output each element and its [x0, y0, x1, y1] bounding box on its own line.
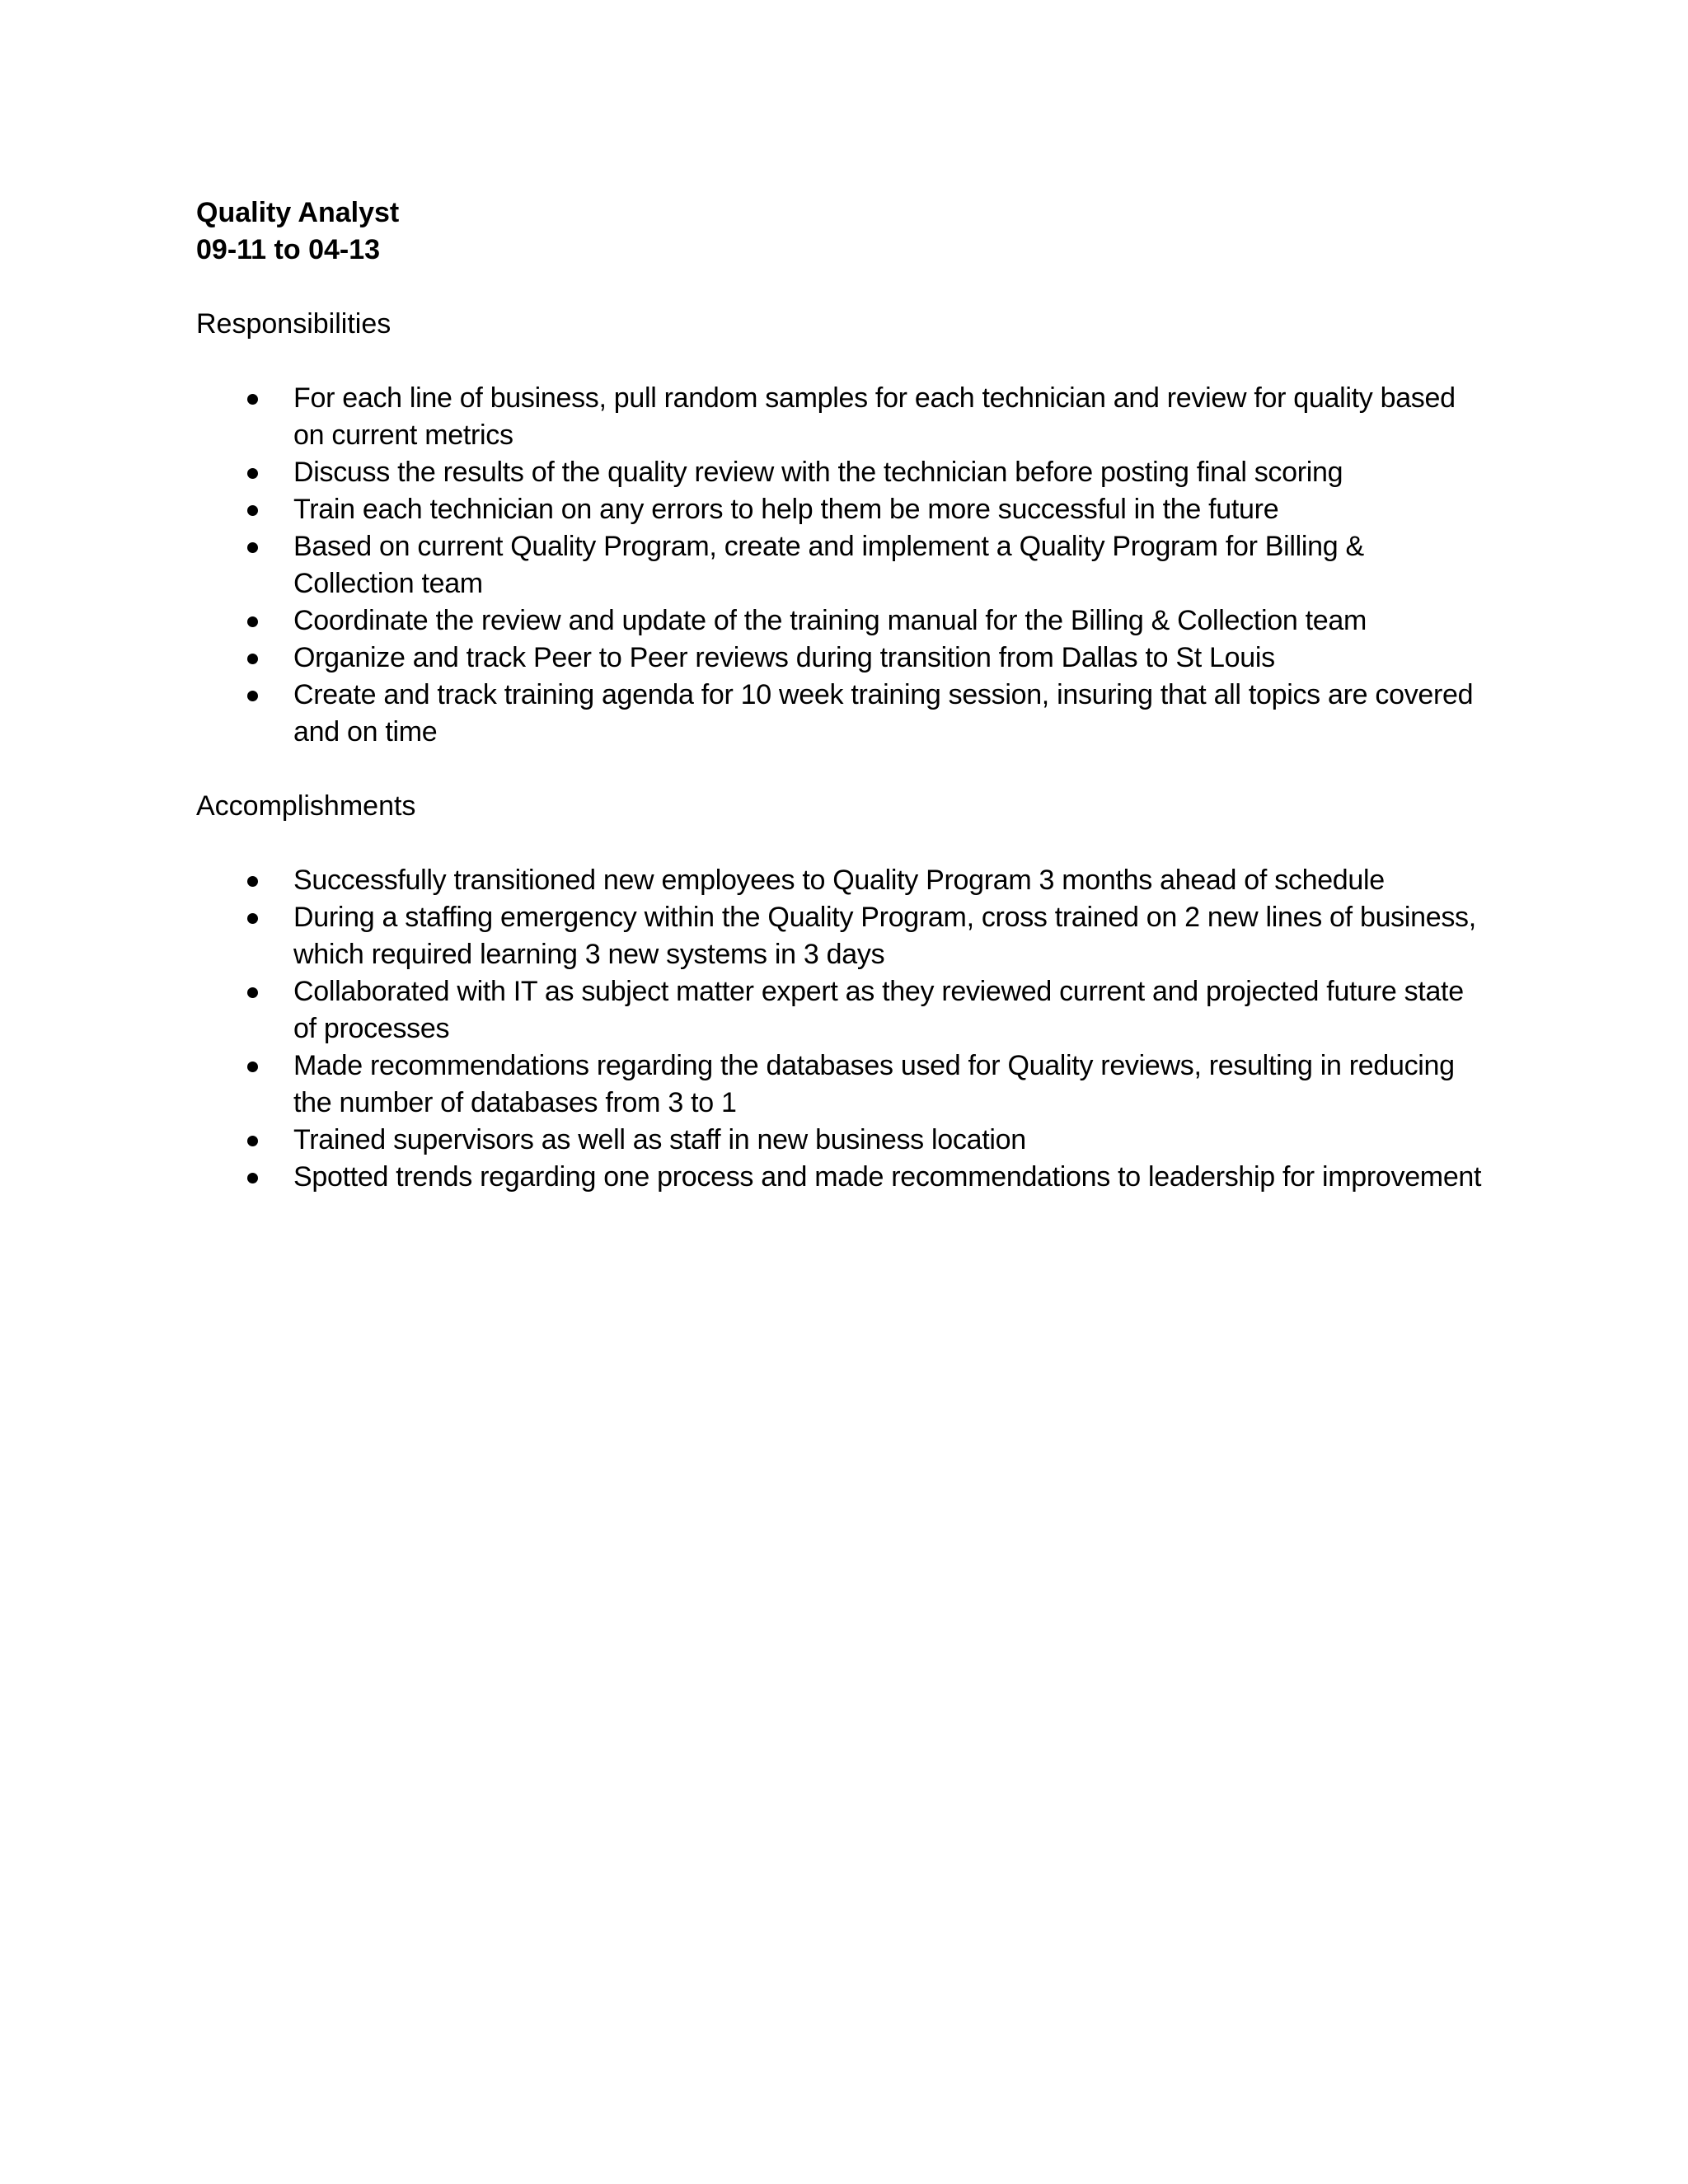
bullet-icon: [247, 913, 258, 924]
bullet-icon: [247, 691, 258, 701]
list-item-text: Create and track training agenda for 10 week training session, insuring that all topics are covered and on time: [293, 679, 1474, 748]
bullet-icon: [247, 616, 258, 627]
list-item: [196, 602, 1482, 640]
accomplishments-heading: Accomplishments: [196, 790, 416, 822]
list-item-text: Trained supervisors as well as staff in new business location: [293, 1124, 1026, 1155]
list-item: [196, 380, 1482, 454]
list-item-text: Made recommendations regarding the databases used for Quality reviews, resulting in reducing the number of databases from 3 to 1: [293, 1050, 1455, 1118]
list-item-text: Spotted trends regarding one process and made recommendations to leadership for improvement: [293, 1161, 1482, 1193]
bullet-icon: [247, 876, 258, 887]
list-item-text: Train each technician on any errors to help them be more successful in the future: [293, 494, 1279, 525]
bullet-icon: [247, 1173, 258, 1183]
list-item: [196, 1047, 1482, 1122]
resume-section: [196, 194, 1482, 1196]
list-item: [196, 491, 1482, 528]
accomplishments-list: [196, 862, 1482, 1196]
bullet-icon: [247, 1062, 258, 1072]
responsibilities-list: [196, 380, 1482, 751]
list-item: [196, 1122, 1482, 1159]
bullet-icon: [247, 468, 258, 479]
list-item: [196, 862, 1482, 899]
responsibilities-heading: Responsibilities: [196, 308, 392, 340]
bullet-icon: [247, 1136, 258, 1146]
job-dates: 09-11 to 04-13: [196, 234, 381, 265]
list-item-text: Collaborated with IT as subject matter expert as they reviewed current and projected future state of processes: [293, 976, 1464, 1044]
list-item-text: Discuss the results of the quality review with the technician before posting final scoring: [293, 457, 1343, 488]
list-item: [196, 454, 1482, 491]
list-item-text: For each line of business, pull random samples for each technician and review for quality based on current metrics: [293, 382, 1456, 451]
list-item: [196, 640, 1482, 677]
job-title: Quality Analyst: [196, 197, 400, 228]
list-item: [196, 1159, 1482, 1196]
bullet-icon: [247, 987, 258, 998]
bullet-icon: [247, 654, 258, 664]
list-item-text: Organize and track Peer to Peer reviews during transition from Dallas to St Louis: [293, 642, 1275, 673]
bullet-icon: [247, 505, 258, 516]
list-item-text: Based on current Quality Program, create and implement a Quality Program for Billing & Collection team: [293, 531, 1364, 599]
list-item-text: During a staffing emergency within the Quality Program, cross trained on 2 new lines of business, which required learning 3 new systems in 3 days: [293, 902, 1476, 970]
bullet-icon: [247, 394, 258, 405]
list-item: [196, 973, 1482, 1047]
list-item-text: Successfully transitioned new employees to Quality Program 3 months ahead of schedule: [293, 865, 1385, 896]
list-item: [196, 899, 1482, 973]
list-item-text: Coordinate the review and update of the training manual for the Billing & Collection team: [293, 605, 1367, 636]
list-item: [196, 677, 1482, 751]
list-item: [196, 528, 1482, 602]
bullet-icon: [247, 542, 258, 553]
